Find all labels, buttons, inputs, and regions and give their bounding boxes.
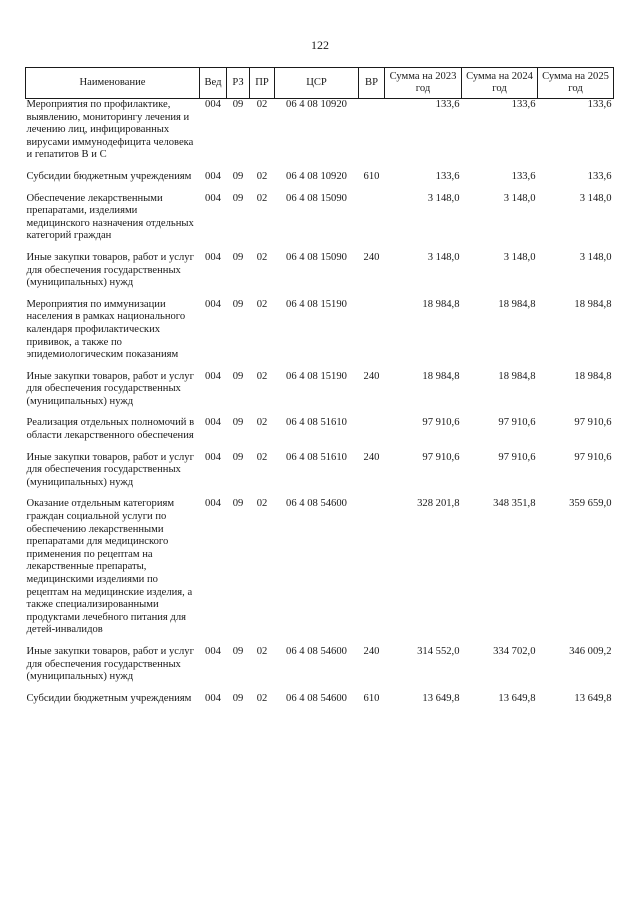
row-vr: [359, 417, 385, 451]
row-rz: 09: [232, 498, 244, 510]
row-name: Мероприятия по иммунизации населения в рамках национального календаря профилактических прививок, а также по эпидемиологическим показаниям: [26, 298, 186, 361]
row-name: Иные закупки товаров, работ и услуг для обеспечения государственных (муниципальных) нужд: [26, 645, 194, 683]
row-sum-2023: 133,6: [435, 170, 460, 182]
row-vr: 240: [363, 370, 380, 382]
row-vr: 240: [363, 451, 380, 463]
row-pr: 02: [256, 645, 268, 657]
row-ved: 004: [205, 370, 221, 382]
header-sum-2024: Сумма на 2024 год: [462, 68, 538, 99]
row-vr: 240: [363, 251, 380, 263]
row-csr: 06 4 08 51610: [286, 451, 347, 463]
row-rz: 09: [232, 451, 244, 463]
row-csr: 06 4 08 15190: [286, 298, 347, 310]
table-row: [26, 99, 614, 171]
row-vr: [359, 299, 385, 371]
row-sum-2025: 3 148,0: [579, 251, 612, 263]
row-name: Субсидии бюджетным учреждениям: [26, 692, 192, 704]
row-rz: 09: [232, 298, 244, 310]
row-name: Мероприятия по профилактике, выявлению, мониторингу лечения и лечению лиц, инфицированных вирусами иммунодефицита человека и гепатитов В и С: [26, 99, 194, 161]
row-sum-2023: 314 552,0: [417, 645, 460, 657]
row-ved: 004: [205, 692, 221, 704]
row-rz: 09: [232, 692, 244, 704]
row-sum-2024: 133,6: [511, 99, 536, 110]
row-csr: 06 4 08 15090: [286, 251, 347, 263]
row-sum-2025: 3 148,0: [579, 192, 612, 204]
row-sum-2023: 13 649,8: [422, 692, 460, 704]
row-csr: 06 4 08 15090: [286, 192, 347, 204]
row-csr: 06 4 08 51610: [286, 417, 347, 429]
row-pr: 02: [256, 417, 268, 429]
row-pr: 02: [256, 370, 268, 382]
row-rz: 09: [232, 99, 244, 110]
table-row: [26, 252, 614, 299]
row-sum-2024: 3 148,0: [503, 251, 536, 263]
row-sum-2025: 97 910,6: [574, 451, 612, 463]
row-pr: 02: [256, 298, 268, 310]
table-row: [26, 693, 614, 715]
row-sum-2023: 133,6: [435, 99, 460, 110]
table-row: [26, 452, 614, 499]
row-vr: [359, 498, 385, 646]
table-row: [26, 646, 614, 693]
page-number: 122: [311, 38, 329, 52]
row-rz: 09: [232, 170, 244, 182]
row-sum-2025: 133,6: [587, 170, 612, 182]
row-ved: 004: [205, 417, 221, 429]
row-sum-2025: 18 984,8: [574, 370, 612, 382]
row-name: Оказание отдельным категориям граждан социальной услуги по обеспечению лекарственными препаратами для медицинского применения по рецептам на лекарственные препараты, медицинскими изделиями по рецептам на медицинские изделия, а также специализированными продуктами лечебного питания для детей-инвалидов: [26, 498, 193, 636]
header-rz: РЗ: [227, 68, 250, 99]
row-sum-2023: 328 201,8: [417, 498, 460, 510]
row-sum-2023: 3 148,0: [427, 192, 460, 204]
row-name: Иные закупки товаров, работ и услуг для обеспечения государственных (муниципальных) нужд: [26, 370, 194, 407]
row-vr: 610: [363, 170, 380, 182]
row-sum-2025: 346 009,2: [569, 645, 612, 657]
row-pr: 02: [256, 170, 268, 182]
table-row: [26, 299, 614, 371]
header-csr: ЦСР: [275, 68, 359, 99]
row-sum-2024: 348 351,8: [493, 498, 536, 510]
row-sum-2025: 13 649,8: [574, 692, 612, 704]
row-pr: 02: [256, 192, 268, 204]
row-csr: 06 4 08 54600: [286, 692, 347, 704]
budget-table: [25, 67, 614, 714]
row-vr: [359, 99, 385, 171]
row-vr: 240: [363, 645, 380, 657]
row-pr: 02: [256, 451, 268, 463]
row-sum-2024: 13 649,8: [498, 692, 536, 704]
row-ved: 004: [205, 251, 221, 263]
table-body: [26, 99, 614, 715]
row-rz: 09: [232, 370, 244, 382]
table-row: [26, 193, 614, 252]
row-sum-2024: 334 702,0: [493, 645, 536, 657]
row-pr: 02: [256, 692, 268, 704]
row-sum-2025: 359 659,0: [569, 498, 612, 510]
table-row: [26, 171, 614, 193]
header-sum-2023: Сумма на 2023 год: [385, 68, 462, 99]
row-sum-2024: 133,6: [511, 170, 536, 182]
row-name: Иные закупки товаров, работ и услуг для обеспечения государственных (муниципальных) нужд: [26, 251, 194, 289]
row-rz: 09: [232, 251, 244, 263]
table-header: [26, 68, 614, 99]
row-ved: 004: [205, 451, 221, 463]
table-row: [26, 417, 614, 451]
row-csr: 06 4 08 10920: [286, 170, 347, 182]
row-csr: 06 4 08 10920: [286, 99, 347, 110]
row-sum-2025: 18 984,8: [574, 298, 612, 310]
row-csr: 06 4 08 15190: [286, 370, 347, 382]
row-pr: 02: [256, 251, 268, 263]
row-vr: 610: [363, 692, 380, 704]
row-name: Субсидии бюджетным учреждениям: [26, 170, 192, 182]
row-pr: 02: [256, 498, 268, 510]
table-row: [26, 498, 614, 646]
row-ved: 004: [205, 498, 221, 510]
row-sum-2023: 97 910,6: [422, 417, 460, 429]
row-csr: 06 4 08 54600: [286, 645, 347, 657]
header-vr: ВР: [359, 68, 385, 99]
row-sum-2024: 18 984,8: [498, 370, 536, 382]
row-sum-2023: 18 984,8: [422, 298, 460, 310]
row-name: Реализация отдельных полномочий в области лекарственного обеспечения: [26, 417, 195, 442]
header-sum-2025: Сумма на 2025 год: [538, 68, 614, 99]
row-rz: 09: [232, 192, 244, 204]
row-sum-2024: 97 910,6: [498, 417, 536, 429]
row-csr: 06 4 08 54600: [286, 498, 347, 510]
row-sum-2025: 133,6: [587, 99, 612, 110]
row-pr: 02: [256, 99, 268, 110]
row-sum-2023: 3 148,0: [427, 251, 460, 263]
row-sum-2024: 97 910,6: [498, 451, 536, 463]
row-name: Иные закупки товаров, работ и услуг для обеспечения государственных (муниципальных) нужд: [26, 451, 194, 488]
header-ved: Вед: [200, 68, 227, 99]
row-ved: 004: [205, 170, 221, 182]
row-name: Обеспечение лекарственными препаратами, изделиями медицинского назначения отдельных категорий граждан: [26, 192, 194, 242]
row-sum-2023: 18 984,8: [422, 370, 460, 382]
row-ved: 004: [205, 645, 221, 657]
row-ved: 004: [205, 99, 221, 110]
row-ved: 004: [205, 192, 221, 204]
row-sum-2023: 97 910,6: [422, 451, 460, 463]
row-sum-2025: 97 910,6: [574, 417, 612, 429]
row-sum-2024: 18 984,8: [498, 298, 536, 310]
row-ved: 004: [205, 298, 221, 310]
table-row: [26, 371, 614, 418]
header-pr: ПР: [250, 68, 275, 99]
header-name: Наименование: [26, 68, 200, 99]
row-rz: 09: [232, 417, 244, 429]
row-sum-2024: 3 148,0: [503, 192, 536, 204]
row-vr: [359, 193, 385, 252]
row-rz: 09: [232, 645, 244, 657]
